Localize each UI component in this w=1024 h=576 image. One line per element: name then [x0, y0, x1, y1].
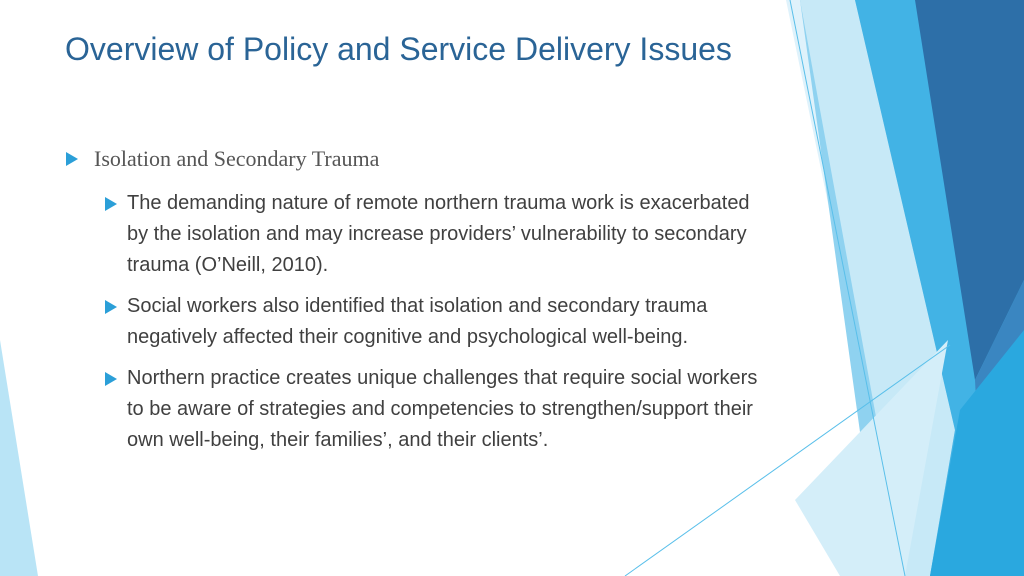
- triangle-right-icon: [105, 372, 117, 386]
- sub-bullet-text: Northern practice creates unique challenges that require social workers to be aware of strategies and competencies to strengthen/support their own well-being, their families’, and their clients’.: [127, 367, 758, 451]
- sub-bullet-text: Social workers also identified that isolation and secondary trauma negatively affected their cognitive and psychological well-being.: [127, 295, 708, 348]
- triangle-right-icon: [105, 197, 117, 211]
- bullet-heading: Isolation and Secondary Trauma: [94, 146, 380, 171]
- sub-bullet: [66, 188, 767, 281]
- triangle-right-icon: [105, 300, 117, 314]
- sub-bullet: [66, 363, 767, 456]
- triangle-right-icon: [66, 152, 78, 166]
- bullet-level-1: [66, 142, 786, 176]
- slide-title: Overview of Policy and Service Delivery Issues: [65, 31, 732, 67]
- sub-bullet: [66, 291, 767, 353]
- sub-bullet-text: The demanding nature of remote northern trauma work is exacerbated by the isolation and may increase providers’ vulnerability to secondary trauma (O’Neill, 2010).: [127, 192, 750, 276]
- slide-body: [66, 142, 786, 456]
- left-edge-shape: [0, 340, 38, 576]
